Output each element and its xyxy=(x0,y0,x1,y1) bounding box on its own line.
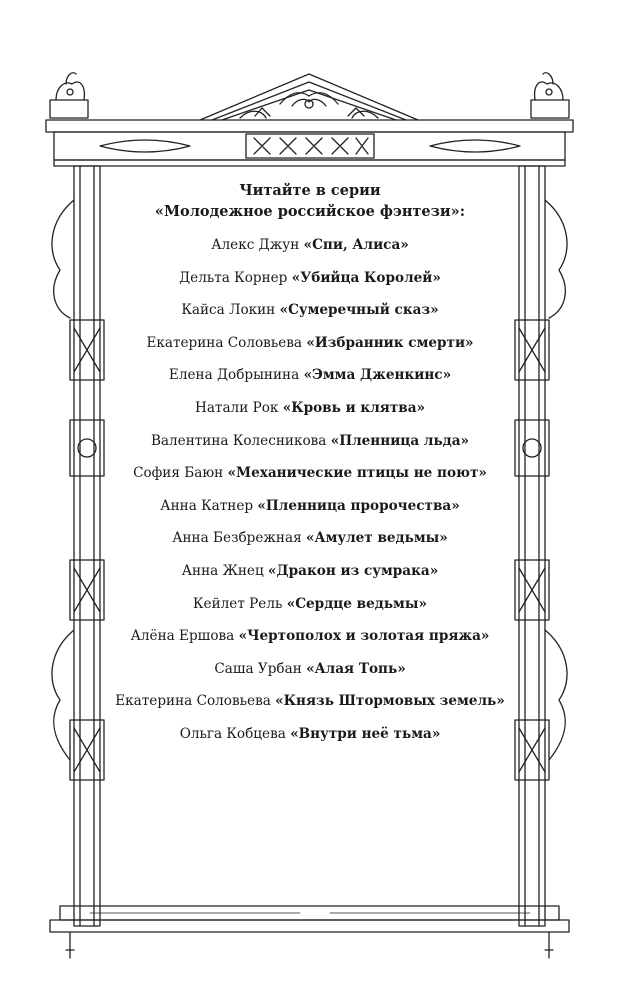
book-author: Дельта Корнер xyxy=(179,269,288,286)
book-item xyxy=(100,627,520,660)
book-title: «Эмма Дженкинс» xyxy=(303,367,452,384)
bottom-sill xyxy=(50,906,569,958)
corner-finial-right xyxy=(531,73,569,118)
book-title: «Алая Топь» xyxy=(306,660,406,677)
book-item xyxy=(100,432,520,465)
book-author: Алекс Джун xyxy=(211,237,300,253)
book-item xyxy=(100,269,520,302)
book-title: «Сумеречный сказ» xyxy=(279,302,439,319)
book-title: «Кровь и клятва» xyxy=(282,399,426,416)
book-title: «Чертополох и золотая пряжа» xyxy=(238,628,490,645)
book-author: Екатерина Соловьева xyxy=(146,334,303,351)
book-title: «Дракон из сумрака» xyxy=(268,562,439,579)
series-heading-line1: Читайте в серии xyxy=(239,182,381,199)
book-title: «Амулет ведьмы» xyxy=(306,530,448,547)
right-post xyxy=(515,166,567,926)
book-title: «Пленница льда» xyxy=(330,432,470,449)
book-item xyxy=(100,595,520,628)
book-title: «Сердце ведьмы» xyxy=(286,595,427,612)
book-item xyxy=(100,464,520,497)
pediment-ornament xyxy=(200,74,418,120)
book-item xyxy=(100,497,520,530)
book-item xyxy=(100,562,520,595)
book-title: «Пленница пророчества» xyxy=(257,497,460,514)
top-lintel xyxy=(46,120,573,166)
corner-finial-left xyxy=(50,73,88,118)
book-title: «Князь Штормовых земель» xyxy=(275,693,505,710)
book-author: Анна Катнер xyxy=(160,497,254,514)
left-post xyxy=(52,166,104,926)
book-list xyxy=(100,236,520,758)
book-title: «Убийца Королей» xyxy=(291,269,441,286)
book-item xyxy=(100,366,520,399)
series-heading xyxy=(100,180,520,222)
book-item xyxy=(100,236,520,269)
book-item xyxy=(100,660,520,693)
book-author: Саша Урбан xyxy=(214,660,302,677)
book-title: «Внутри неё тьма» xyxy=(290,725,441,742)
book-author: Анна Безбрежная xyxy=(172,530,302,547)
book-item xyxy=(100,301,520,334)
book-item xyxy=(100,725,520,758)
book-author: Анна Жнец xyxy=(181,562,264,579)
book-title: «Спи, Алиса» xyxy=(303,237,409,253)
book-author: Натали Рок xyxy=(194,399,279,416)
book-item xyxy=(100,529,520,562)
book-title: «Избранник смерти» xyxy=(306,334,474,351)
book-author: Кейлет Рель xyxy=(193,595,283,612)
book-author: Ольга Кобцева xyxy=(179,725,286,742)
book-item xyxy=(100,692,520,725)
series-list-panel xyxy=(100,180,520,758)
book-author: Екатерина Соловьева xyxy=(115,693,271,710)
book-item xyxy=(100,334,520,367)
book-item xyxy=(100,399,520,432)
book-author: София Баюн xyxy=(133,465,224,482)
book-title: «Механические птицы не поют» xyxy=(227,465,487,482)
series-heading-line2: «Молодежное российское фэнтези»: xyxy=(154,203,466,220)
book-author: Кайса Локин xyxy=(181,302,276,319)
book-author: Елена Добрынина xyxy=(168,367,300,384)
book-author: Алёна Ершова xyxy=(130,628,235,645)
book-author: Валентина Колесникова xyxy=(150,432,327,449)
